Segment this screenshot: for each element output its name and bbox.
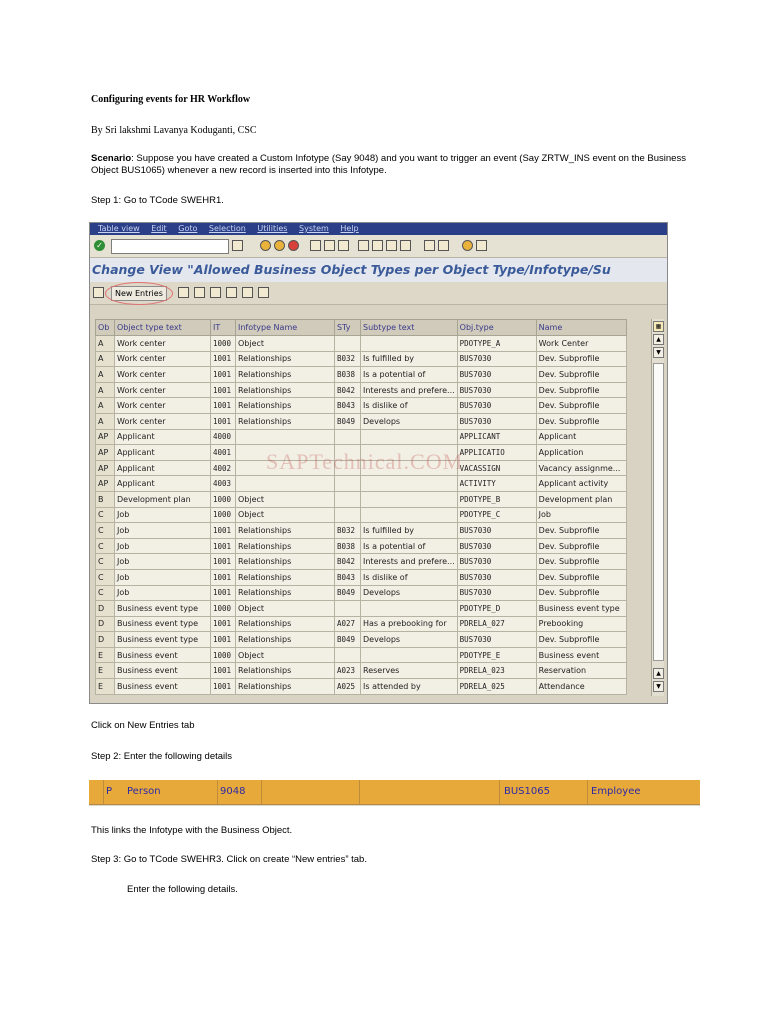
table-cell[interactable]: BUS7030	[457, 382, 536, 398]
table-cell[interactable]: Relationships	[236, 398, 335, 414]
table-row[interactable]	[96, 601, 627, 617]
scroll-up-icon[interactable]: ▲	[653, 334, 664, 345]
table-cell[interactable]: Work center	[115, 382, 211, 398]
table-cell[interactable]: Business event type	[536, 601, 626, 617]
table-cell[interactable]: BUS7030	[457, 413, 536, 429]
table-cell[interactable]: Is dislike of	[361, 569, 458, 585]
table-cell[interactable]: A	[96, 398, 115, 414]
table-cell[interactable]: Reserves	[361, 663, 458, 679]
column-header[interactable]: Ob	[96, 320, 115, 336]
table-cell[interactable]: B032	[335, 351, 361, 367]
table-cell[interactable]: B049	[335, 413, 361, 429]
menu-table-view[interactable]: Table view	[98, 224, 140, 233]
table-cell[interactable]: PDRELA_027	[457, 616, 536, 632]
table-cell[interactable]: 1001	[211, 351, 236, 367]
entry-bo-type: BUS1065	[504, 786, 550, 797]
table-cell[interactable]: Applicant	[115, 476, 211, 492]
copy-icon[interactable]	[178, 287, 189, 298]
sap-application-toolbar	[90, 282, 667, 305]
table-cell[interactable]: Job	[115, 554, 211, 570]
table-cell[interactable]: Dev. Subprofile	[536, 554, 626, 570]
layout-icon[interactable]	[476, 240, 487, 251]
table-cell[interactable]	[335, 647, 361, 663]
table-cell[interactable]: 1000	[211, 507, 236, 523]
table-cell[interactable]: B038	[335, 538, 361, 554]
table-cell[interactable]: PDOTYPE_C	[457, 507, 536, 523]
table-cell[interactable]: D	[96, 632, 115, 648]
document-title: Configuring events for HR Workflow	[91, 94, 251, 105]
table-cell[interactable]: C	[96, 523, 115, 539]
column-header[interactable]: Infotype Name	[236, 320, 335, 336]
table-cell[interactable]: 1001	[211, 663, 236, 679]
table-cell[interactable]: Dev. Subprofile	[536, 382, 626, 398]
table-cell[interactable]: Relationships	[236, 351, 335, 367]
table-cell[interactable]: Business event	[115, 647, 211, 663]
table-cell[interactable]: AP	[96, 445, 115, 461]
scenario-label: Scenario	[91, 153, 132, 164]
table-cell[interactable]: PDRELA_025	[457, 679, 536, 695]
next-page-icon[interactable]	[386, 240, 397, 251]
table-cell[interactable]: Business event	[115, 679, 211, 695]
table-cell[interactable]: 1001	[211, 569, 236, 585]
column-header[interactable]: STy	[335, 320, 361, 336]
table-cell[interactable]	[236, 476, 335, 492]
table-cell[interactable]	[361, 336, 458, 352]
table-cell[interactable]: Dev. Subprofile	[536, 413, 626, 429]
table-cell[interactable]: BUS7030	[457, 569, 536, 585]
table-cell[interactable]: C	[96, 554, 115, 570]
table-cell[interactable]: 1001	[211, 523, 236, 539]
table-cell[interactable]: Has a prebooking for	[361, 616, 458, 632]
table-cell[interactable]: 1000	[211, 647, 236, 663]
help-icon[interactable]	[462, 240, 473, 251]
table-cell[interactable]	[335, 336, 361, 352]
sap-entry-screenshot	[89, 780, 700, 806]
table-cell[interactable]: Dev. Subprofile	[536, 351, 626, 367]
table-cell[interactable]: Job	[115, 538, 211, 554]
table-row[interactable]	[96, 429, 627, 445]
table-cell[interactable]: A	[96, 413, 115, 429]
table-cell[interactable]: Development plan	[536, 491, 626, 507]
table-cell[interactable]: Business event	[536, 647, 626, 663]
table-cell[interactable]: Relationships	[236, 382, 335, 398]
table-cell[interactable]: Relationships	[236, 538, 335, 554]
scenario-paragraph	[91, 153, 691, 177]
table-cell[interactable]: 4002	[211, 460, 236, 476]
table-row[interactable]	[96, 367, 627, 383]
table-cell[interactable]: Job	[115, 523, 211, 539]
table-cell[interactable]	[361, 429, 458, 445]
table-settings-icon[interactable]: ▦	[653, 321, 664, 332]
table-cell[interactable]: E	[96, 647, 115, 663]
select-block-icon[interactable]	[242, 287, 253, 298]
table-cell[interactable]: Business event type	[115, 601, 211, 617]
table-cell[interactable]: APPLICANT	[457, 429, 536, 445]
table-cell[interactable]: BUS7030	[457, 554, 536, 570]
table-cell[interactable]	[335, 476, 361, 492]
undo-icon[interactable]	[210, 287, 221, 298]
table-cell[interactable]: Relationships	[236, 367, 335, 383]
table-cell[interactable]	[335, 601, 361, 617]
step-3-text: Step 3: Go to TCode SWEHR3. Click on create “New entries” tab.	[91, 854, 367, 865]
table-cell[interactable]: Dev. Subprofile	[536, 632, 626, 648]
table-row[interactable]	[96, 351, 627, 367]
menu-edit[interactable]: Edit	[151, 224, 167, 233]
table-cell[interactable]: Applicant	[115, 429, 211, 445]
table-cell[interactable]: Interests and prefere...	[361, 382, 458, 398]
table-cell[interactable]: B049	[335, 632, 361, 648]
table-cell[interactable]: D	[96, 616, 115, 632]
table-cell[interactable]: Object	[236, 647, 335, 663]
table-cell[interactable]	[361, 647, 458, 663]
table-cell[interactable]: Develops	[361, 413, 458, 429]
sap-screenshot-swehr1	[89, 222, 668, 704]
table-cell[interactable]: Dev. Subprofile	[536, 398, 626, 414]
table-cell[interactable]: Dev. Subprofile	[536, 569, 626, 585]
shortcut-icon[interactable]	[438, 240, 449, 251]
entry-object-type-text: Person	[127, 786, 161, 797]
click-new-entries-text: Click on New Entries tab	[91, 720, 195, 731]
table-row[interactable]	[96, 507, 627, 523]
table-cell[interactable]: 1001	[211, 585, 236, 601]
menu-help[interactable]: Help	[340, 224, 359, 233]
table-cell[interactable]	[361, 507, 458, 523]
command-field[interactable]	[111, 239, 229, 254]
table-cell[interactable]: Applicant	[536, 429, 626, 445]
table-cell[interactable]: 1000	[211, 601, 236, 617]
table-cell[interactable]: Relationships	[236, 569, 335, 585]
entry-infotype: 9048	[220, 786, 246, 797]
step-2-text: Step 2: Enter the following details	[91, 751, 233, 762]
column-header[interactable]: IT	[211, 320, 236, 336]
table-cell[interactable]: Dev. Subprofile	[536, 585, 626, 601]
table-row[interactable]	[96, 585, 627, 601]
table-cell[interactable]: Business event type	[115, 616, 211, 632]
cancel-icon[interactable]	[288, 240, 299, 251]
table-cell[interactable]: Job	[115, 569, 211, 585]
table-cell[interactable]: BUS7030	[457, 351, 536, 367]
table-cell[interactable]	[335, 429, 361, 445]
document-author: By Sri lakshmi Lavanya Koduganti, CSC	[91, 125, 257, 136]
table-cell[interactable]: PDOTYPE_B	[457, 491, 536, 507]
table-cell[interactable]: A	[96, 336, 115, 352]
table-cell[interactable]: PDRELA_023	[457, 663, 536, 679]
table-cell[interactable]: Work center	[115, 398, 211, 414]
table-cell[interactable]: PDOTYPE_D	[457, 601, 536, 617]
table-cell[interactable]: Work center	[115, 367, 211, 383]
table-cell[interactable]: A	[96, 382, 115, 398]
table-cell[interactable]: Applicant activity	[536, 476, 626, 492]
table-cell[interactable]: B	[96, 491, 115, 507]
table-cell[interactable]: Work center	[115, 351, 211, 367]
table-cell[interactable]	[335, 491, 361, 507]
first-page-icon[interactable]	[358, 240, 369, 251]
table-cell[interactable]: Relationships	[236, 679, 335, 695]
table-row[interactable]	[96, 663, 627, 679]
table-cell[interactable]: 4000	[211, 429, 236, 445]
highlight-circle	[105, 282, 173, 305]
deselect-all-icon[interactable]	[258, 287, 269, 298]
table-cell[interactable]: PDOTYPE_A	[457, 336, 536, 352]
table-cell[interactable]: Job	[115, 585, 211, 601]
table-cell[interactable]: 1001	[211, 538, 236, 554]
table-cell[interactable]: Is fulfilled by	[361, 351, 458, 367]
print-icon[interactable]	[310, 240, 321, 251]
table-cell[interactable]	[335, 507, 361, 523]
table-cell[interactable]: Job	[115, 507, 211, 523]
table-cell[interactable]	[361, 476, 458, 492]
table-row[interactable]	[96, 616, 627, 632]
column-header[interactable]: Obj.type	[457, 320, 536, 336]
table-cell[interactable]: Dev. Subprofile	[536, 523, 626, 539]
table-cell[interactable]: Develops	[361, 632, 458, 648]
table-cell[interactable]: E	[96, 663, 115, 679]
table-cell[interactable]: B049	[335, 585, 361, 601]
table-row[interactable]	[96, 632, 627, 648]
table-cell[interactable]: Vacancy assignme...	[536, 460, 626, 476]
table-cell[interactable]: E	[96, 679, 115, 695]
table-cell[interactable]: B042	[335, 554, 361, 570]
column-header[interactable]: Subtype text	[361, 320, 458, 336]
table-cell[interactable]: D	[96, 601, 115, 617]
table-cell[interactable]: AP	[96, 476, 115, 492]
new-entries-button[interactable]: New Entries	[111, 286, 167, 301]
table-cell[interactable]: 1001	[211, 367, 236, 383]
table-cell[interactable]: Development plan	[115, 491, 211, 507]
table-cell[interactable]: A027	[335, 616, 361, 632]
table-row[interactable]	[96, 569, 627, 585]
table-cell[interactable]: A	[96, 351, 115, 367]
table-cell[interactable]: Develops	[361, 585, 458, 601]
table-row[interactable]	[96, 476, 627, 492]
table-row[interactable]	[96, 491, 627, 507]
scroll-up-bottom-icon[interactable]: ▲	[653, 668, 664, 679]
table-cell[interactable]: PDOTYPE_E	[457, 647, 536, 663]
table-cell[interactable]: B043	[335, 398, 361, 414]
sap-menu-bar	[90, 223, 667, 235]
select-all-icon[interactable]	[226, 287, 237, 298]
table-cell[interactable]: VACASSIGN	[457, 460, 536, 476]
table-cell[interactable]: 4001	[211, 445, 236, 461]
scenario-text: : Suppose you have created a Custom Infotype (Say 9048) and you want to trigger an event (Say ZRTW_INS event on the Business Object BUS1065) whenever a new record is inserted into this Infotype.	[91, 153, 686, 176]
table-cell[interactable]: Reservation	[536, 663, 626, 679]
table-cell[interactable]: B043	[335, 569, 361, 585]
table-cell[interactable]: BUS7030	[457, 367, 536, 383]
table-row[interactable]	[96, 538, 627, 554]
table-cell[interactable]: A025	[335, 679, 361, 695]
previous-page-icon[interactable]	[372, 240, 383, 251]
save-icon[interactable]	[232, 240, 243, 251]
table-cell[interactable]: Application	[536, 445, 626, 461]
table-cell[interactable]: Relationships	[236, 523, 335, 539]
table-cell[interactable]: Object	[236, 491, 335, 507]
table-cell[interactable]: Object	[236, 336, 335, 352]
table-cell[interactable]: Relationships	[236, 585, 335, 601]
sap-page-title: Change View "Allowed Business Object Types per Object Type/Infotype/Su	[90, 258, 667, 282]
table-cell[interactable]: BUS7030	[457, 538, 536, 554]
table-cell[interactable]: Dev. Subprofile	[536, 367, 626, 383]
table-row[interactable]	[96, 523, 627, 539]
table-cell[interactable]: Applicant	[115, 445, 211, 461]
table-cell[interactable]: C	[96, 585, 115, 601]
step-1-text: Step 1: Go to TCode SWEHR1.	[91, 195, 224, 206]
table-row[interactable]	[96, 398, 627, 414]
table-cell[interactable]: 1001	[211, 632, 236, 648]
delete-icon[interactable]	[194, 287, 205, 298]
table-cell[interactable]: Is a potential of	[361, 367, 458, 383]
table-cell[interactable]: 1001	[211, 413, 236, 429]
table-cell[interactable]: Is attended by	[361, 679, 458, 695]
display-change-icon[interactable]	[93, 287, 104, 298]
table-cell[interactable]: 4003	[211, 476, 236, 492]
table-cell[interactable]: Is fulfilled by	[361, 523, 458, 539]
create-session-icon[interactable]	[424, 240, 435, 251]
table-header-row	[96, 320, 627, 336]
table-row[interactable]	[96, 679, 627, 695]
table-cell[interactable]: BUS7030	[457, 523, 536, 539]
table-cell[interactable]: APPLICATIO	[457, 445, 536, 461]
table-cell[interactable]: Relationships	[236, 616, 335, 632]
table-cell[interactable]: C	[96, 538, 115, 554]
scroll-down-bottom-icon[interactable]: ▼	[653, 681, 664, 692]
table-cell[interactable]: 1001	[211, 616, 236, 632]
table-cell[interactable]: Work center	[115, 336, 211, 352]
links-infotype-text: This links the Infotype with the Business Object.	[91, 825, 293, 836]
table-cell[interactable]: Work center	[115, 413, 211, 429]
table-cell[interactable]	[236, 429, 335, 445]
table-cell[interactable]: Dev. Subprofile	[536, 538, 626, 554]
table-cell[interactable]: B038	[335, 367, 361, 383]
scrollbar-thumb[interactable]	[653, 363, 664, 661]
exit-icon[interactable]	[274, 240, 285, 251]
table-cell[interactable]: C	[96, 569, 115, 585]
table-cell[interactable]: Attendance	[536, 679, 626, 695]
table-cell[interactable]: Relationships	[236, 632, 335, 648]
menu-selection[interactable]: Selection	[208, 224, 246, 233]
table-row[interactable]	[96, 413, 627, 429]
table-cell[interactable]: Relationships	[236, 413, 335, 429]
step-3-sub-text: Enter the following details.	[127, 884, 238, 895]
table-cell[interactable]: 1000	[211, 491, 236, 507]
table-row[interactable]	[96, 336, 627, 352]
table-cell[interactable]: Job	[536, 507, 626, 523]
sap-system-toolbar	[90, 235, 667, 258]
table-cell[interactable]: Relationships	[236, 554, 335, 570]
back-icon[interactable]	[260, 240, 271, 251]
last-page-icon[interactable]	[400, 240, 411, 251]
menu-utilities[interactable]: Utilities	[257, 224, 288, 233]
table-cell[interactable]: BUS7030	[457, 585, 536, 601]
entry-bo-name: Employee	[591, 786, 641, 797]
table-cell[interactable]: C	[96, 507, 115, 523]
scroll-down-icon[interactable]: ▼	[653, 347, 664, 358]
table-cell[interactable]: BUS7030	[457, 632, 536, 648]
vertical-scrollbar[interactable]	[651, 319, 664, 696]
table-cell[interactable]: Relationships	[236, 663, 335, 679]
table-cell[interactable]: Work Center	[536, 336, 626, 352]
enter-check-icon[interactable]: ✓	[94, 240, 105, 251]
table-cell[interactable]: Is a potential of	[361, 538, 458, 554]
column-header[interactable]: Object type text	[115, 320, 211, 336]
table-cell[interactable]: Business event type	[115, 632, 211, 648]
menu-goto[interactable]: Goto	[178, 224, 198, 233]
table-cell[interactable]: 1001	[211, 382, 236, 398]
table-cell[interactable]: BUS7030	[457, 398, 536, 414]
table-cell[interactable]: 1000	[211, 336, 236, 352]
table-cell[interactable]: 1001	[211, 398, 236, 414]
table-cell[interactable]: 1001	[211, 679, 236, 695]
table-row[interactable]	[96, 554, 627, 570]
find-icon[interactable]	[324, 240, 335, 251]
table-cell[interactable]: Object	[236, 601, 335, 617]
table-cell[interactable]: Is dislike of	[361, 398, 458, 414]
find-next-icon[interactable]	[338, 240, 349, 251]
menu-system[interactable]: System	[299, 224, 329, 233]
table-row[interactable]	[96, 382, 627, 398]
table-cell[interactable]: Prebooking	[536, 616, 626, 632]
table-cell[interactable]: A023	[335, 663, 361, 679]
table-cell[interactable]: Applicant	[115, 460, 211, 476]
column-header[interactable]: Name	[536, 320, 626, 336]
table-cell[interactable]: B032	[335, 523, 361, 539]
table-cell[interactable]: Interests and prefere...	[361, 554, 458, 570]
table-cell[interactable]: AP	[96, 429, 115, 445]
table-row[interactable]	[96, 647, 627, 663]
table-cell[interactable]: Business event	[115, 663, 211, 679]
table-cell[interactable]	[361, 491, 458, 507]
allowed-bo-types-table	[95, 319, 627, 695]
table-cell[interactable]: ACTIVITY	[457, 476, 536, 492]
table-cell[interactable]: 1001	[211, 554, 236, 570]
table-cell[interactable]: AP	[96, 460, 115, 476]
table-cell[interactable]	[361, 601, 458, 617]
table-cell[interactable]: Object	[236, 507, 335, 523]
entry-object-type: P	[106, 786, 113, 797]
table-cell[interactable]: B042	[335, 382, 361, 398]
table-cell[interactable]: A	[96, 367, 115, 383]
watermark: SAPTechnical.COM	[266, 449, 464, 474]
entry-row	[89, 780, 700, 805]
